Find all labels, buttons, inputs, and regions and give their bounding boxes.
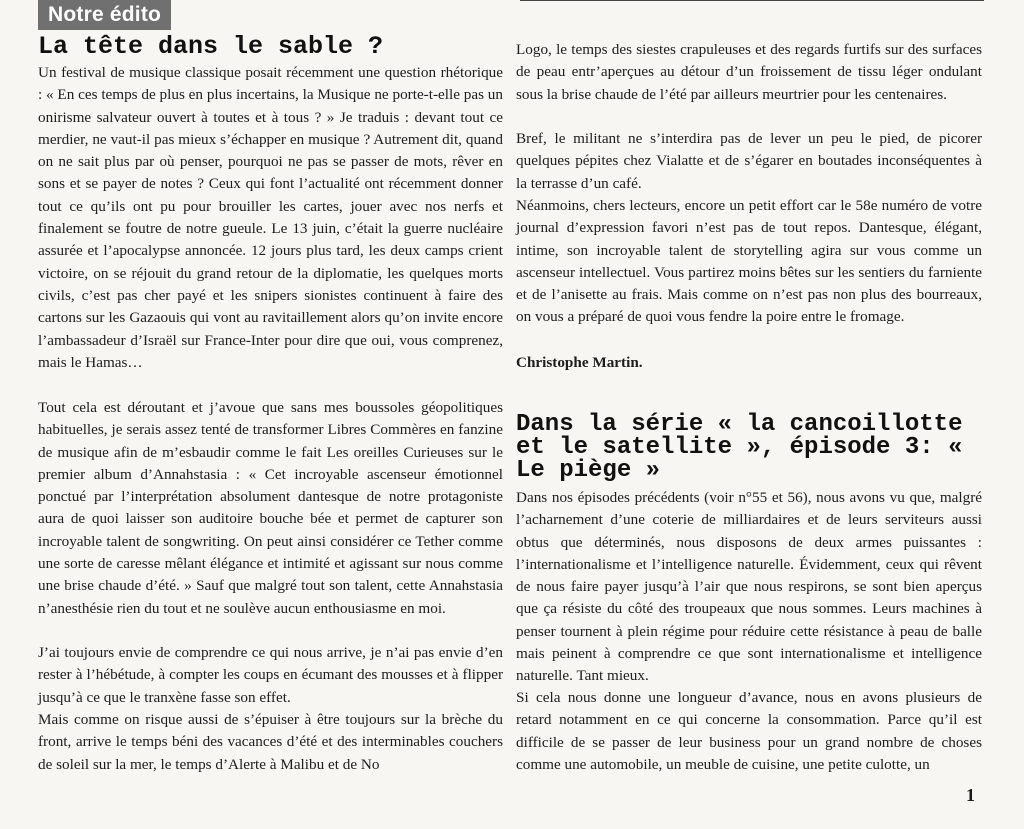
edito-paragraph-5: Bref, le militant ne s’interdira pas de lever un peu le pied, de picorer quelques pépites chez Vialatte et de s’égarer en boutades inconséquentes à la terrasse d’un café.	[516, 130, 982, 192]
edito-paragraph-6: Néanmoins, chers lecteurs, encore un petit effort car le 58e numéro de votre journal d’expression favori n’est pas de tout repos. Dantesque, élégant, intime, son incroyable talent de storytelling agira sur vous comme un ascenseur intellectuel. Vous partirez moins bêtes sur les sentiers du farniente et de l’anisette au frais. Mais comme on n’est pas non plus des bourreaux, on vous a préparé de quoi vous fendre la poire entre le fromage.	[516, 197, 982, 326]
serie-title: Dans la série « la cancoillotte et le satellite », épisode 3: « Le piège »	[516, 411, 963, 484]
edito-paragraph-2: Tout cela est déroutant et j’avoue que sans mes boussoles géopolitiques habituelles, je serais assez tenté de transformer Libres Commères en fanzine de musique afin de m’esbaudir comme le fait Les oreilles Curieuses sur le premier album d’Annahstasia : « Cet incroyable ascenseur émotionnel ponctué par l’interprétation absolument dantesque de notre protagoniste aura de quoi laisser son auditoire bouche bée et permet de capturer son incroyable talent de songwriting. On peut ainsi considérer ce Tether comme une sorte de caresse mêlant élégance et intimité et agissant sur nous comme une brise chaude d’été. » Sauf que malgré tout son talent, cette Annahstasia n’anesthésie rien du tout et ne soulève aucun enthousiasme en moi.	[38, 399, 503, 617]
page-number: 1	[966, 785, 975, 805]
top-rule	[520, 0, 984, 1]
edito-paragraph-1: Un festival de musique classique posait récemment une question rhétorique : « En ces temps de plus en plus incertains, la Musique ne porte-t-elle pas un onirisme salvateur ouvert à toutes et à tous ? » Je traduis : devant tout ce merdier, ne vaut-il pas mieux s’échapper en musique ? Autrement dit, quand on ne sait plus par où penser, pourquoi ne pas se passer de mots, rêver en sons et se payer de notes ? Ceux qui font l’actualité ont récemment donner tout ce qu’ils ont pu pour brouiller les cartes, jouer avec nos nerfs et finalement se foutre de notre gueule. Le 13 juin, c’était la guerre nucléaire assurée et l’apocalypse annoncée. 12 jours plus tard, les deux camps crient victoire, on se réjouit du grand retour de la diplomatie, les quelques morts civils, c’est pas cher payé et les snipers sionistes continuent à faire des cartons sur les Gazaouis qui vont au ravitaillement alors qu’on invite encore l’ambassadeur d’Israël sur France-Inter pour dire que oui, vous comprenez, mais le Hamas…	[38, 64, 503, 371]
serie-paragraph-1: Dans nos épisodes précédents (voir n°55 et 56), nous avons vu que, malgré l’acharnement d’une coterie de milliardaires et de leurs serviteurs aussi obtus que déterminés, nous disposons de deux armes puissantes : l’internationalisme et l’intelligence naturelle. Évidemment, ceux qui rêvent de nous faire payer jusqu’à l’air que nous respirons, se sont bien aperçus que ça résiste du côté des troupeaux que nous sommes. Leurs machines à penser tournent à plein régime pour réduire cette résistance à peau de balle mais peinent à comprendre ce que sont internationalisme et intelligence naturelle. Tant mieux.	[516, 489, 982, 685]
edito-paragraph-3: J’ai toujours envie de comprendre ce qui nous arrive, je n’ai pas envie d’en rester à l’hébétude, à compter les coups en écumant des mousses et à flipper jusqu’à ce que le tranxène fasse son effet.	[38, 644, 503, 706]
section-badge: Notre édito	[38, 0, 171, 30]
edito-paragraph-4-cont: Logo, le temps des siestes crapuleuses et des regards furtifs sur des surfaces de peau entr’aperçues au détour d’un froissement de tissu léger ondulant sous la brise chaude de l’été par ailleurs meurtrier pour les centenaires.	[516, 41, 982, 103]
edito-paragraph-4: Mais comme on risque aussi de s’épuiser à être toujours sur la brèche du front, arrive le temps béni des vacances d’été et des interminables couchers de soleil sur la mer, le temps d’Alerte à Malibu et de No	[38, 711, 503, 773]
edito-title: La tête dans le sable ?	[38, 32, 384, 61]
edito-signature: Christophe Martin.	[516, 354, 643, 371]
serie-paragraph-2: Si cela nous donne une longueur d’avance, nous en avons plusieurs de retard notamment en ce qui concerne la consommation. Parce qu’il est difficile de se passer de leur business pour un grand nombre de choses comme une automobile, un meuble de cuisine, une petite culotte, un	[516, 689, 982, 773]
